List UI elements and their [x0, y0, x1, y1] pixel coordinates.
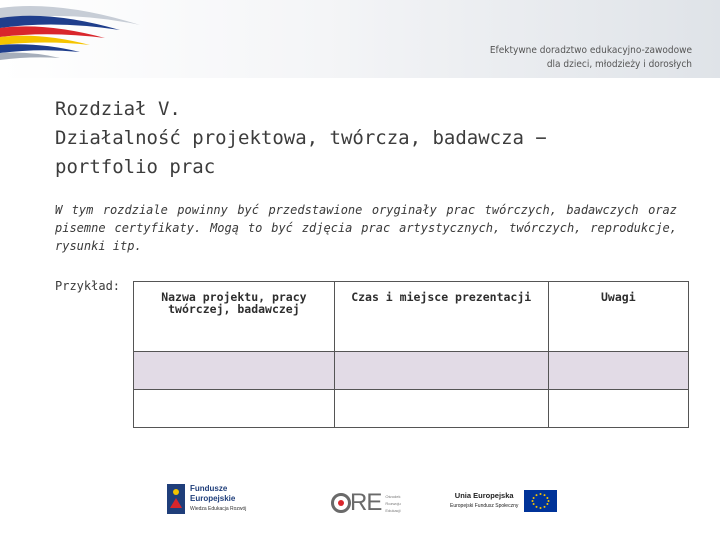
- ore-logo: [330, 489, 401, 517]
- ore-circle-icon: [330, 492, 352, 514]
- tagline-line-1: Efektywne doradztwo edukacyjno-zawodowe: [489, 45, 692, 56]
- unia-europejska-logo: [450, 490, 557, 512]
- ue-subtitle: Europejski Fundusz Społeczny: [450, 503, 519, 509]
- title-line-1: Rozdział V.: [55, 98, 181, 120]
- header-notes: Uwagi: [548, 282, 688, 352]
- fe-title-line-2: Europejskie: [190, 494, 236, 503]
- table-cell[interactable]: [334, 390, 548, 428]
- fe-subtitle: Wiedza Edukacja Rozwój: [190, 506, 247, 512]
- fe-emblem-icon: [167, 484, 185, 514]
- table-cell[interactable]: [548, 352, 688, 390]
- example-label: Przykład:: [55, 279, 121, 293]
- table-cell[interactable]: [134, 352, 335, 390]
- portfolio-table: [133, 281, 689, 428]
- eu-flag-icon: [524, 490, 557, 512]
- ue-title: Unia Europejska: [454, 491, 514, 500]
- ore-sub-line-3: Edukacji: [385, 507, 401, 513]
- table-cell[interactable]: [334, 352, 548, 390]
- table-row: [134, 352, 689, 390]
- tagline-line-2: dla dzieci, młodzieży i dorosłych: [546, 59, 692, 70]
- table-cell[interactable]: [134, 390, 335, 428]
- ore-sub-line-2: Rozwoju: [385, 500, 401, 506]
- ore-sub-line-1: Ośrodek: [385, 493, 401, 499]
- table-row: [134, 390, 689, 428]
- fe-title-line-1: Fundusze: [190, 484, 228, 493]
- title-line-3: portfolio prac: [55, 156, 216, 178]
- ore-wordmark: RE: [350, 489, 382, 516]
- header-time-place: Czas i miejsce prezentacji: [334, 282, 548, 352]
- decorative-swoosh: [0, 0, 150, 75]
- page-title: [55, 95, 675, 182]
- title-line-2: Działalność projektowa, twórcza, badawcza −: [55, 127, 547, 149]
- intro-paragraph: W tym rozdziale powinny być przedstawione oryginały prac twórczych, badawczych oraz pisemne certyfikaty. Mogą to być zdjęcia prac artystycznych, twórczych, reprodukcje, rysunki itp.: [55, 203, 677, 253]
- table-header-row: [134, 282, 689, 352]
- fundusze-europejskie-logo: [167, 484, 246, 514]
- header-project-name: Nazwa projektu, pracy twórczej, badawczej: [134, 282, 335, 352]
- header-tagline: [490, 44, 692, 72]
- table-cell[interactable]: [548, 390, 688, 428]
